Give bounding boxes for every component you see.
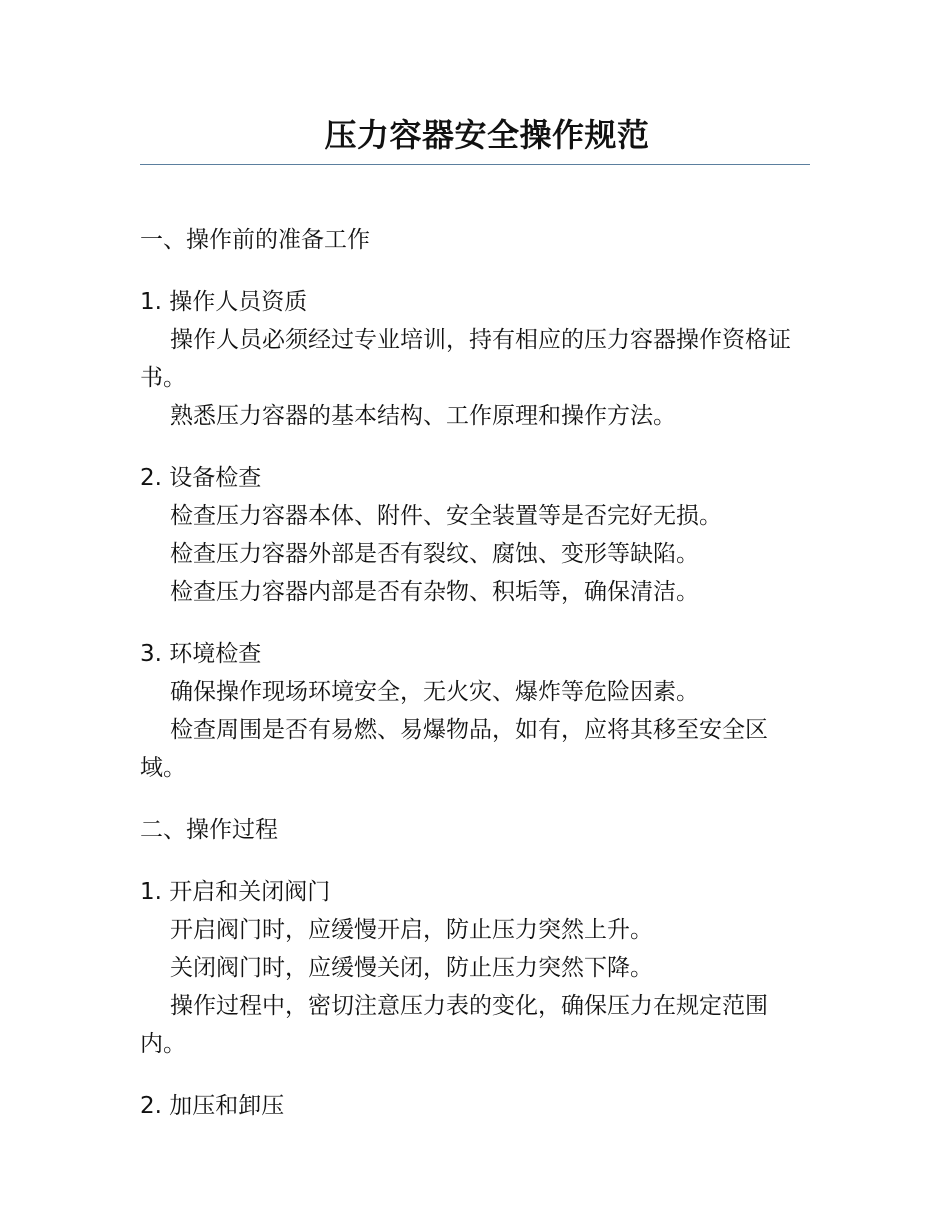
subsection-heading: 1. 操作人员资质 xyxy=(140,289,308,315)
section-heading: 一、操作前的准备工作 xyxy=(140,227,370,253)
title-divider xyxy=(140,164,810,165)
subsection xyxy=(140,283,800,435)
paragraph: 确保操作现场环境安全，无火灾、爆炸等危险因素。 xyxy=(170,679,699,705)
paragraph: 检查周围是否有易燃、易爆物品，如有，应将其移至安全区域。 xyxy=(140,717,768,781)
paragraph: 检查压力容器本体、附件、安全装置等是否完好无损。 xyxy=(170,503,722,529)
paragraph: 检查压力容器外部是否有裂纹、腐蚀、变形等缺陷。 xyxy=(170,541,699,567)
paragraph: 检查压力容器内部是否有杂物、积垢等，确保清洁。 xyxy=(170,579,699,605)
subsection xyxy=(140,1087,800,1125)
subsection-heading: 3. 环境检查 xyxy=(140,641,262,667)
subsection-heading: 2. 设备检查 xyxy=(140,465,262,491)
document-title: 压力容器安全操作规范 xyxy=(324,116,650,154)
subsection-heading: 1. 开启和关闭阀门 xyxy=(140,879,331,905)
paragraph: 开启阀门时，应缓慢开启，防止压力突然上升。 xyxy=(170,917,653,943)
section-heading: 二、操作过程 xyxy=(140,817,278,843)
paragraph: 熟悉压力容器的基本结构、工作原理和操作方法。 xyxy=(170,403,676,429)
paragraph: 操作人员必须经过专业培训，持有相应的压力容器操作资格证书。 xyxy=(140,327,791,391)
paragraph: 操作过程中，密切注意压力表的变化，确保压力在规定范围内。 xyxy=(140,993,768,1057)
subsection xyxy=(140,459,800,611)
subsection xyxy=(140,635,800,787)
subsection xyxy=(140,873,800,1063)
document-body xyxy=(140,221,800,1125)
paragraph: 关闭阀门时，应缓慢关闭，防止压力突然下降。 xyxy=(170,955,653,981)
subsection-heading: 2. 加压和卸压 xyxy=(140,1093,285,1119)
